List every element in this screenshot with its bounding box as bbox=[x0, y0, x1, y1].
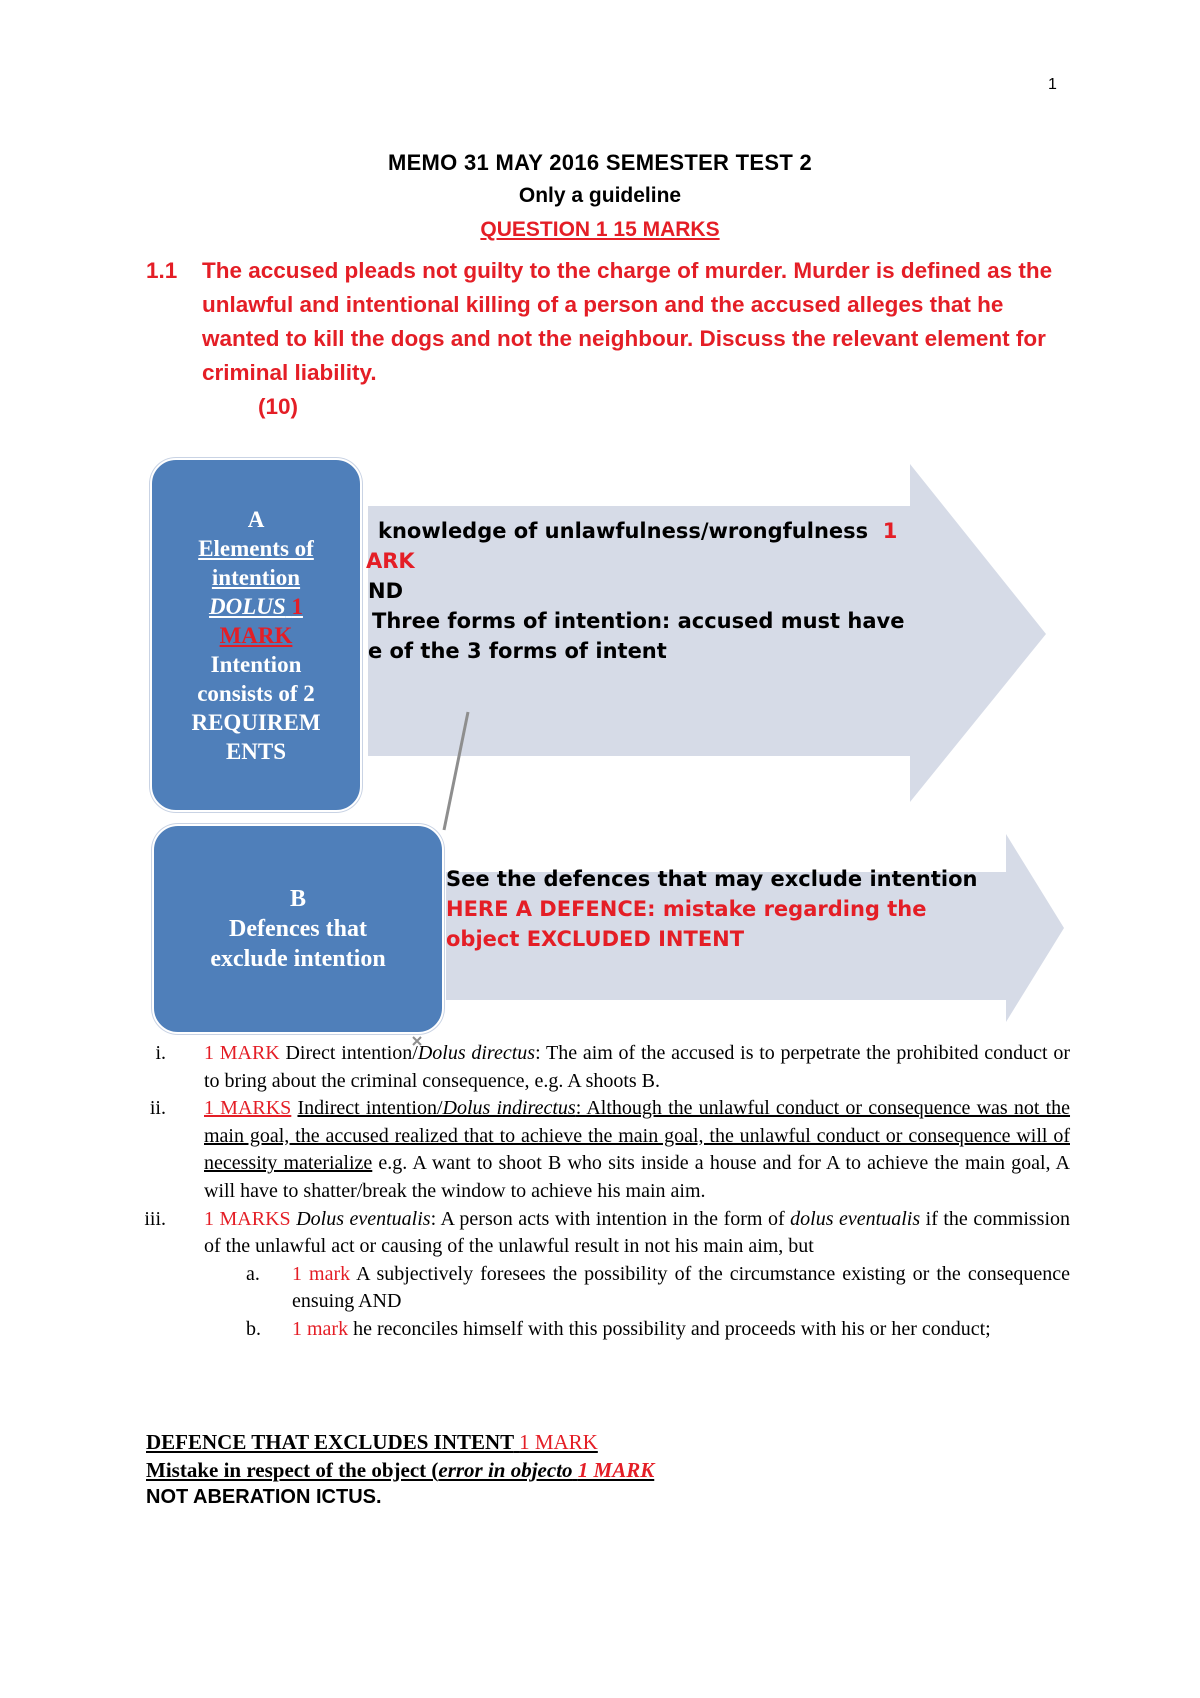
list-item-direct-intention: i. 1 MARK Direct intention/Dolus directus: The aim of the accused is to perpetrate the prohibited conduct or to bring about the criminal consequence, e.g. A shoots B. bbox=[155, 1042, 1070, 1092]
sub-item-b: b. 1 mark he reconciles himself with this possibility and proceeds with his or her conduct; bbox=[246, 1317, 991, 1340]
question-number: 1.1 bbox=[146, 258, 178, 283]
arrow-a-text: knowledge of unlawfulness/wrongfulness 1 ARK ND Three forms of intention: accused must have e of the 3 forms of intent bbox=[366, 519, 905, 663]
forms-of-intention-list bbox=[120, 1040, 1070, 1344]
memo-subtitle: Only a guideline bbox=[518, 184, 682, 207]
memo-title: MEMO 31 MAY 2016 SEMESTER TEST 2 bbox=[387, 150, 813, 175]
arrow-b-text: See the defences that may exclude intention HERE A DEFENCE: mistake regarding the object EXCLUDED INTENT bbox=[446, 867, 978, 951]
defence-not-aberratio: NOT ABERATION ICTUS. bbox=[146, 1486, 382, 1508]
question-heading: QUESTION 1 15 MARKS bbox=[480, 218, 720, 241]
list-item-dolus-eventualis: iii. 1 MARKS Dolus eventualis: A person acts with intention in the form of dolus eventualis if the commission of the unlawful act or causing of the unlawful result in not his main aim, but bbox=[144, 1207, 1071, 1258]
box-b-defences: B Defences that exclude intention bbox=[152, 824, 444, 1034]
question-text: The accused pleads not guilty to the charge of murder. Murder is defined as the unlawful and intentional killing of a person and the accused alleges that he wanted to kill the dogs and not the neighbour. Discuss the relevant element for criminal liability. bbox=[202, 258, 1053, 385]
box-a-elements-of-intention: A Elements of intention DOLUS 1 MARK Intention consists of 2 REQUIREM ENTS bbox=[150, 458, 362, 812]
defence-mistake-object: Mistake in respect of the object (error in objecto 1 MARK bbox=[146, 1458, 655, 1482]
sub-item-a: a. 1 mark A subjectively foresees the possibility of the circumstance existing or the consequence ensuing AND bbox=[246, 1262, 1070, 1313]
list-item-indirect-intention: ii. 1 MARKS Indirect intention/Dolus indirectus: Although the unlawful conduct or consequence was not the main goal, the accused realized that to achieve the main goal, the unlawful conduct or consequence will of necessity materialize e.g. A want to shoot B who sits inside a house and for A to achieve the main goal, A will have to shatter/break the window to achieve his main aim. bbox=[149, 1097, 1071, 1202]
question-marks: (10) bbox=[258, 394, 299, 419]
page-number: 1 bbox=[1048, 76, 1057, 93]
defence-heading: DEFENCE THAT EXCLUDES INTENT 1 MARK bbox=[146, 1430, 598, 1454]
